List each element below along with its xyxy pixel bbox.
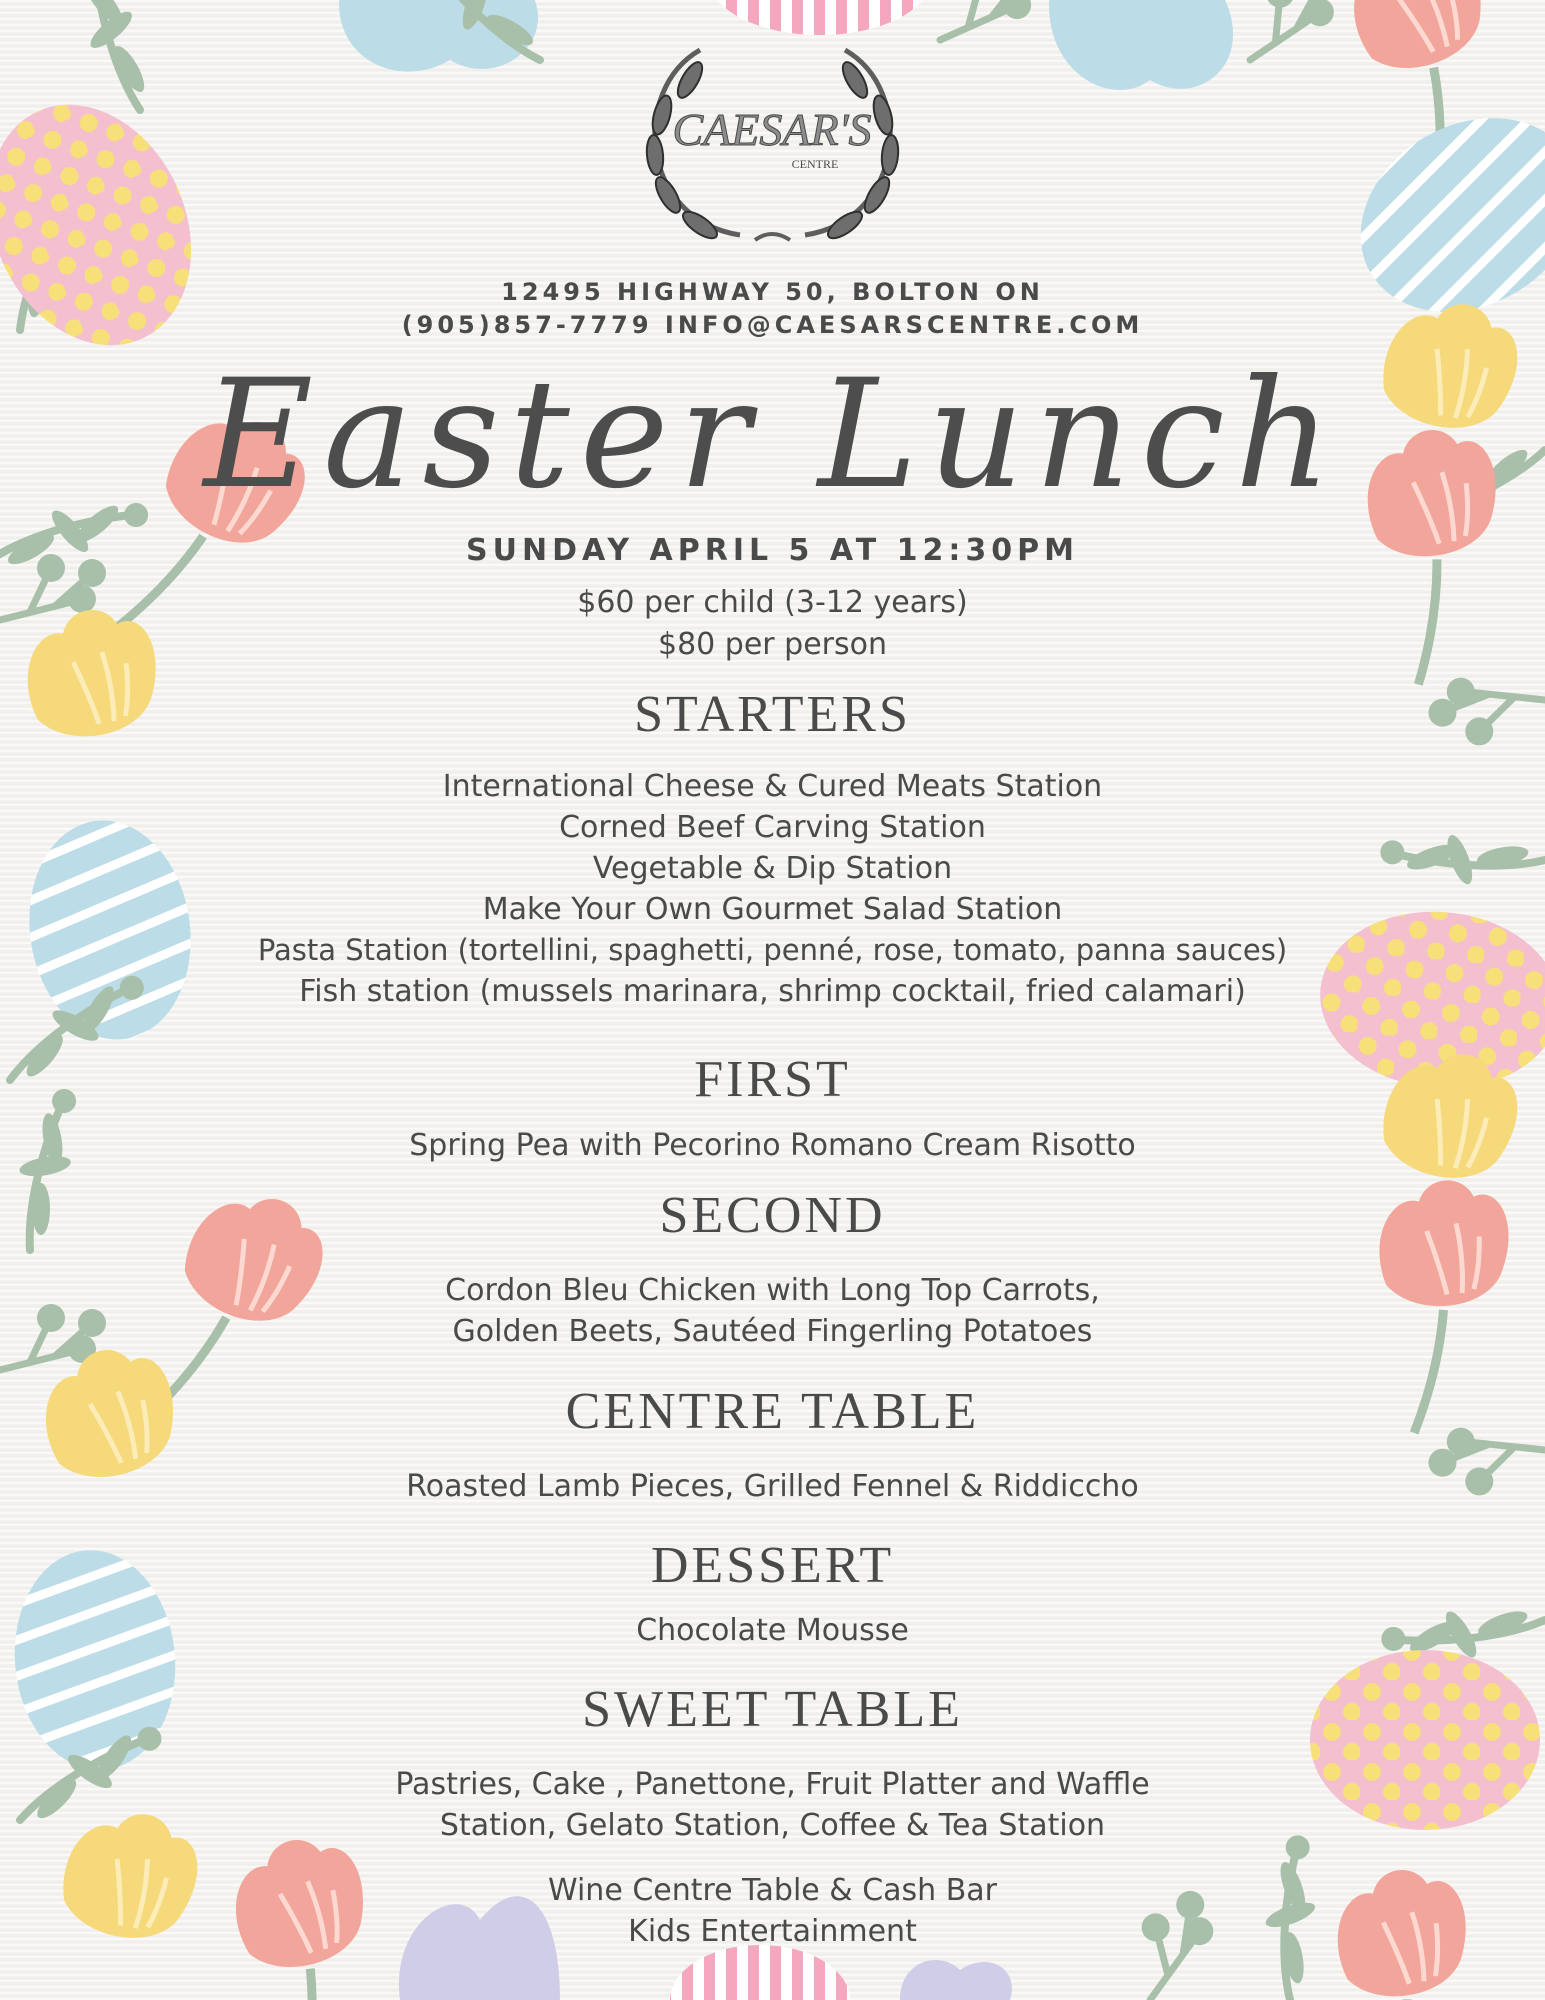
menu-item: Roasted Lamb Pieces, Grilled Fennel & Riddiccho [406, 1469, 1139, 1504]
centre-table-list [0, 1466, 1545, 1507]
menu-item: International Cheese & Cured Meats Station [442, 769, 1103, 804]
page-title: Easter Lunch [203, 348, 1342, 522]
menu-item: Spring Pea with Pecorino Romano Cream Risotto [409, 1128, 1136, 1163]
event-date: SUNDAY APRIL 5 AT 12:30PM [466, 533, 1079, 568]
section-heading-dessert: DESSERT [650, 1537, 895, 1594]
extra-item: Kids Entertainment [628, 1914, 917, 1949]
pricing [0, 582, 1545, 666]
menu-item: Pastries, Cake , Panettone, Fruit Platter and Waffle [395, 1767, 1150, 1802]
menu-item: Cordon Bleu Chicken with Long Top Carrots, [445, 1273, 1100, 1308]
easter-egg-icon [670, 1945, 850, 2000]
extra-item: Wine Centre Table & Cash Bar [547, 1873, 998, 1908]
address: 12495 HIGHWAY 50, BOLTON ON [501, 278, 1044, 306]
tulip-icon [1049, 0, 1233, 90]
dessert-list [0, 1610, 1545, 1651]
easter-egg-icon [710, 0, 930, 35]
first-list [0, 1125, 1545, 1166]
menu-item: Make Your Own Gourmet Salad Station [482, 892, 1063, 927]
logo-name: CAESAR'S [672, 104, 872, 155]
menu-item: Golden Beets, Sautéed Fingerling Potatoes [452, 1314, 1093, 1349]
section-heading-centre-table: CENTRE TABLE [565, 1383, 980, 1440]
menu-item: Chocolate Mousse [636, 1613, 909, 1648]
leaf-sprig-icon [1227, 0, 1349, 60]
second-list [0, 1270, 1545, 1352]
leaf-sprig-icon [33, 0, 198, 110]
menu-item: Pasta Station (tortellini, spaghetti, penné, rose, tomato, panna sauces) [257, 933, 1288, 967]
sweet-table-list [0, 1764, 1545, 1846]
extras-list [0, 1870, 1545, 1952]
menu-item: Corned Beef Carving Station [559, 810, 986, 845]
menu-item: Vegetable & Dip Station [592, 851, 953, 886]
price-adult: $80 per person [658, 627, 887, 662]
menu-item: Fish station (mussels marinara, shrimp cocktail, fried calamari) [299, 974, 1246, 1009]
price-child: $60 per child (3-12 years) [577, 585, 968, 620]
logo-subtitle: CENTRE [791, 157, 839, 171]
starters-list [0, 766, 1545, 1012]
section-heading-second: SECOND [659, 1187, 886, 1244]
section-heading-first: FIRST [694, 1051, 851, 1108]
section-heading-sweet-table: SWEET TABLE [582, 1681, 963, 1738]
section-heading-starters: STARTERS [634, 686, 911, 743]
tulip-icon [900, 1960, 1012, 2000]
phone-email: (905)857-7779 INFO@CAESARSCENTRE.COM [401, 311, 1144, 339]
menu-item: Station, Gelato Station, Coffee & Tea Station [439, 1808, 1106, 1843]
leaf-sprig-icon [929, 0, 1045, 40]
contact-info [0, 276, 1545, 342]
